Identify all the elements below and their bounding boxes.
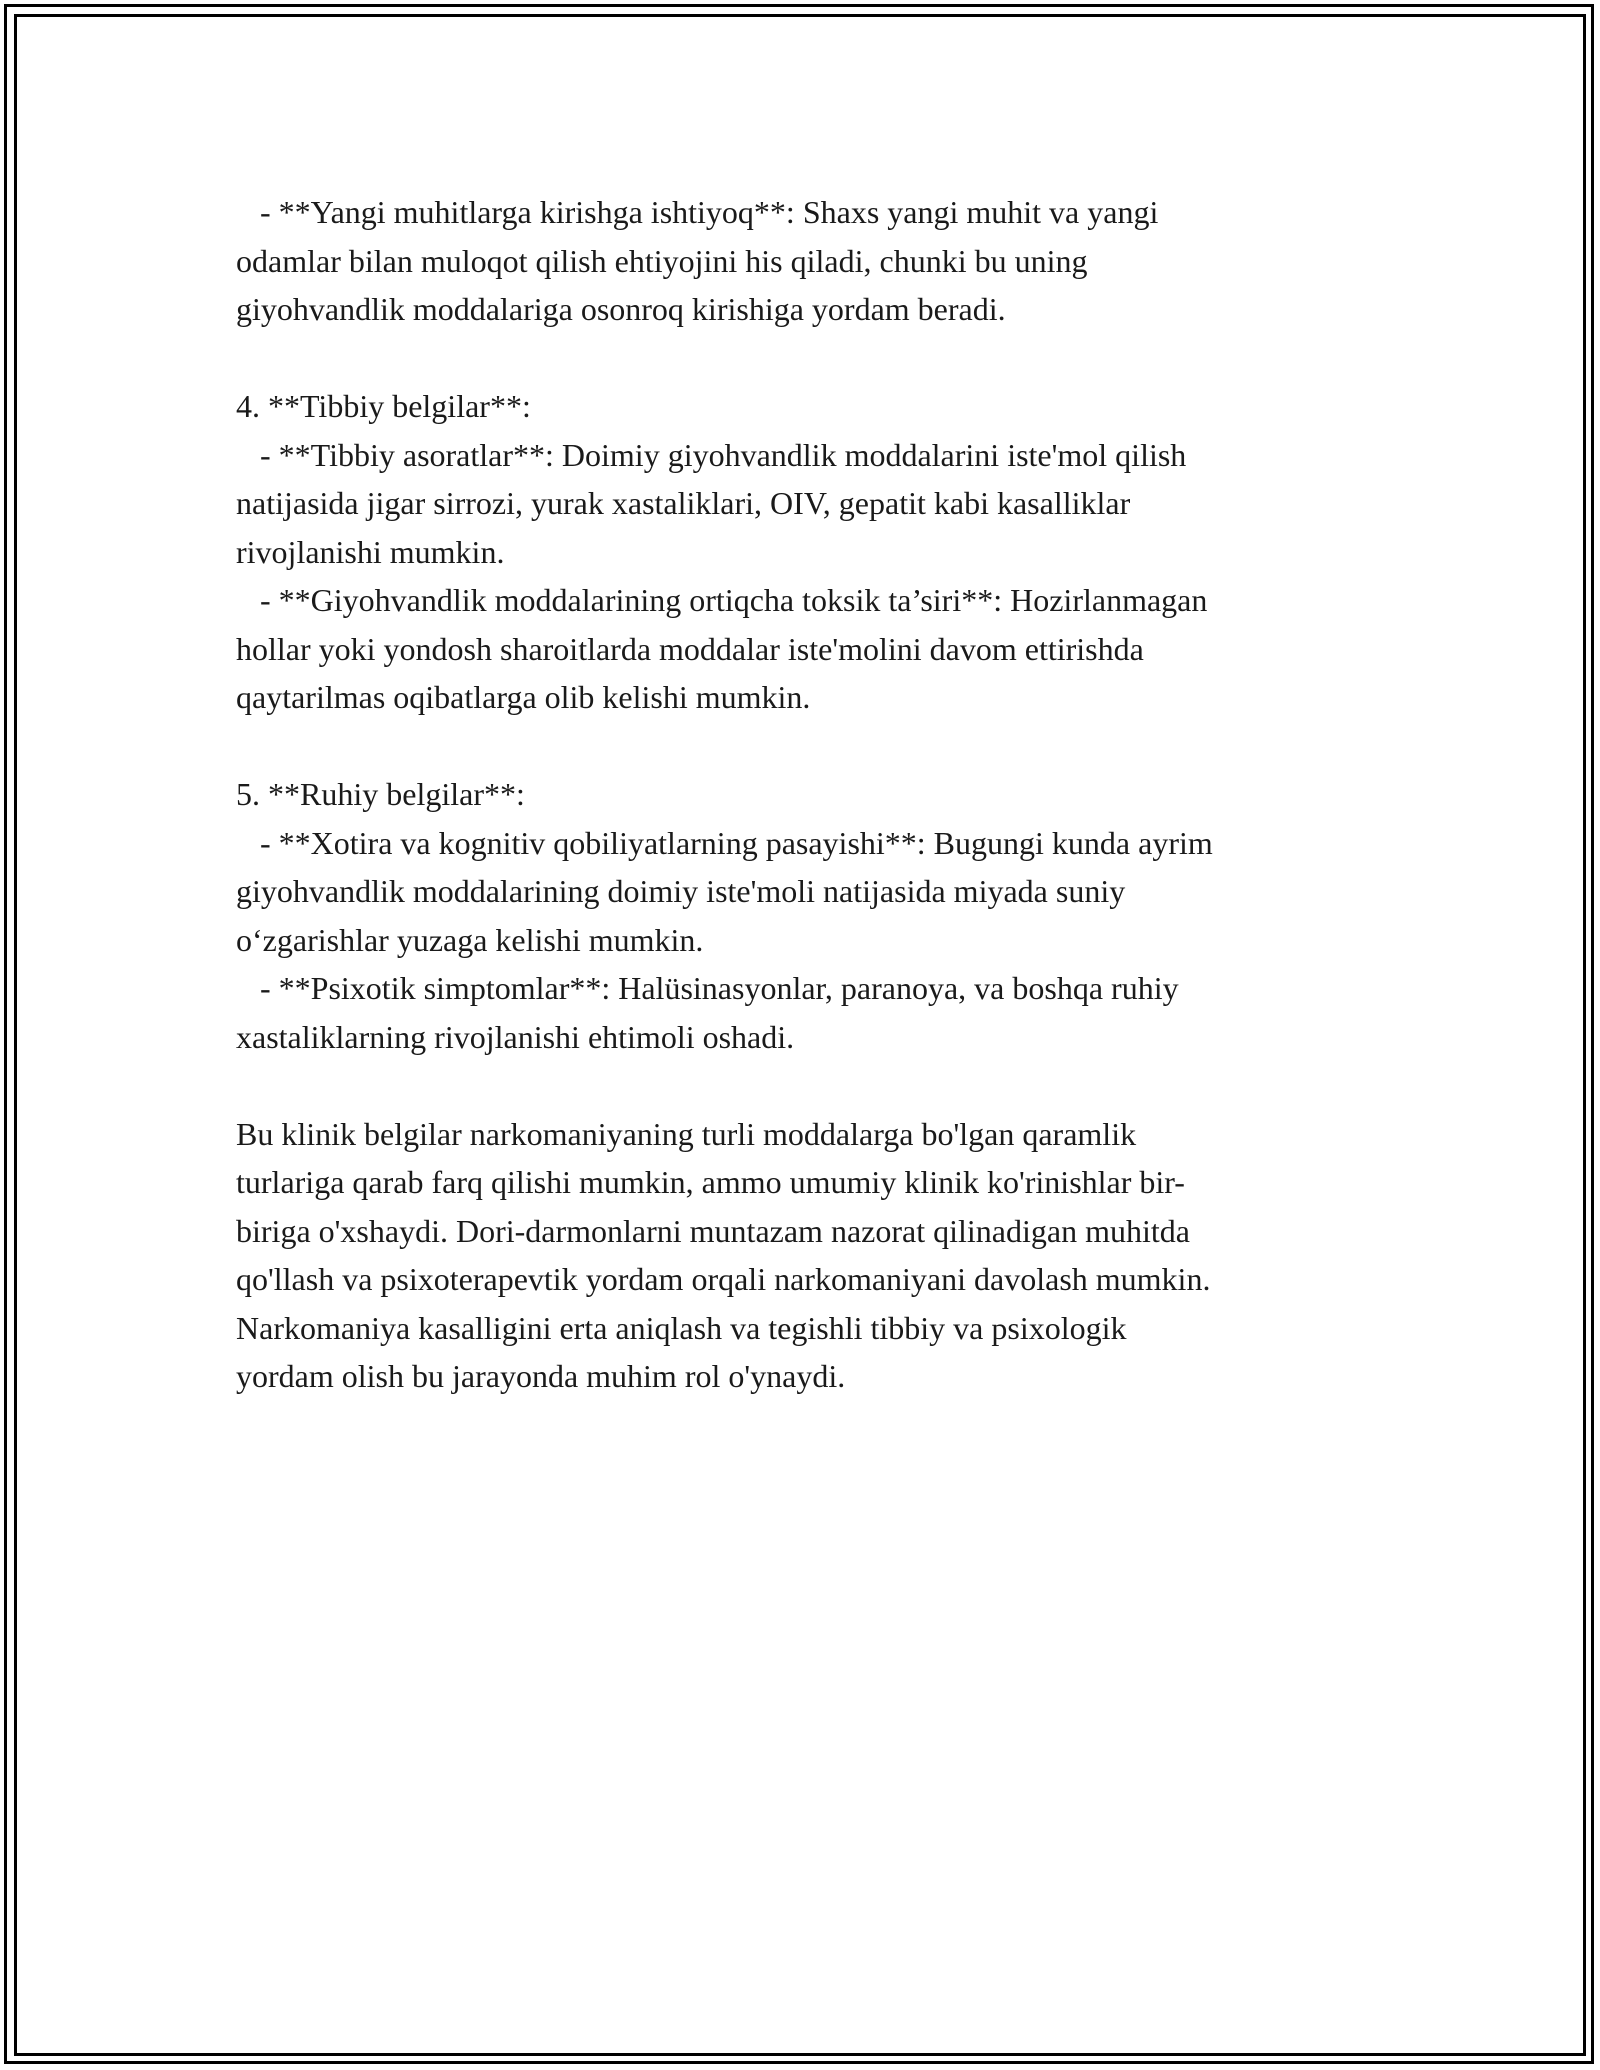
text-line: Narkomaniya kasalligini erta aniqlash va tegishli tibbiy va psixologik (236, 1309, 1127, 1346)
text-line: giyohvandlik moddalariga osonroq kirishiga yordam beradi. (236, 291, 1006, 327)
text-line: - **Giyohvandlik moddalarining ortiqcha toksik ta’siri**: Hozirlanmagan (236, 582, 1208, 618)
text-line: hollar yoki yondosh sharoitlarda moddalar iste'molini davom ettirishda (236, 630, 1144, 667)
text-line: - **Psixotik simptomlar**: Halüsinasyonlar, paranoya, va boshqa ruhiy (236, 970, 1179, 1006)
section-heading: 5. **Ruhiy belgilar**: (236, 776, 525, 812)
paragraph-new-environments (236, 188, 1396, 334)
section-mental-signs (236, 770, 1396, 1061)
section-medical-signs (236, 382, 1396, 722)
text-line: qaytarilmas oqibatlarga olib kelishi mumkin. (236, 679, 811, 715)
text-line: - **Tibbiy asoratlar**: Doimiy giyohvandlik moddalarini iste'mol qilish (236, 436, 1187, 473)
text-line: xastaliklarning rivojlanishi ehtimoli oshadi. (236, 1018, 795, 1055)
text-line: qo'llash va psixoterapevtik yordam orqali narkomaniyani davolash mumkin. (236, 1261, 1211, 1297)
paragraph-gap (236, 722, 1396, 771)
paragraph-gap (236, 1061, 1396, 1110)
text-line: - **Yangi muhitlarga kirishga ishtiyoq**: Shaxs yangi muhit va yangi (236, 194, 1159, 230)
text-line: biriga o'xshaydi. Dori-darmonlarni muntazam nazorat qilinadigan muhitda (236, 1212, 1190, 1249)
text-line: Bu klinik belgilar narkomaniyaning turli moddalarga bo'lgan qaramlik (236, 1115, 1137, 1152)
text-line: turlariga qarab farq qilishi mumkin, ammo umumiy klinik ko'rinishlar bir- (236, 1164, 1185, 1200)
text-line: odamlar bilan muloqot qilish ehtiyojini his qiladi, chunki bu uning (236, 242, 1088, 279)
paragraph-gap (236, 334, 1396, 383)
document-body (236, 188, 1396, 1401)
text-line: natijasida jigar sirrozi, yurak xastaliklari, OIV, gepatit kabi kasalliklar (236, 485, 1131, 521)
text-line: o‘zgarishlar yuzaga kelishi mumkin. (236, 921, 704, 958)
section-heading: 4. **Tibbiy belgilar**: (236, 388, 531, 424)
text-line: - **Xotira va kognitiv qobiliyatlarning pasayishi**: Bugungi kunda ayrim (236, 824, 1213, 861)
text-line: rivojlanishi mumkin. (236, 533, 505, 570)
paragraph-conclusion (236, 1110, 1396, 1401)
text-line: yordam olish bu jarayonda muhim rol o'ynaydi. (236, 1358, 846, 1394)
text-line: giyohvandlik moddalarining doimiy iste'moli natijasida miyada suniy (236, 873, 1126, 909)
